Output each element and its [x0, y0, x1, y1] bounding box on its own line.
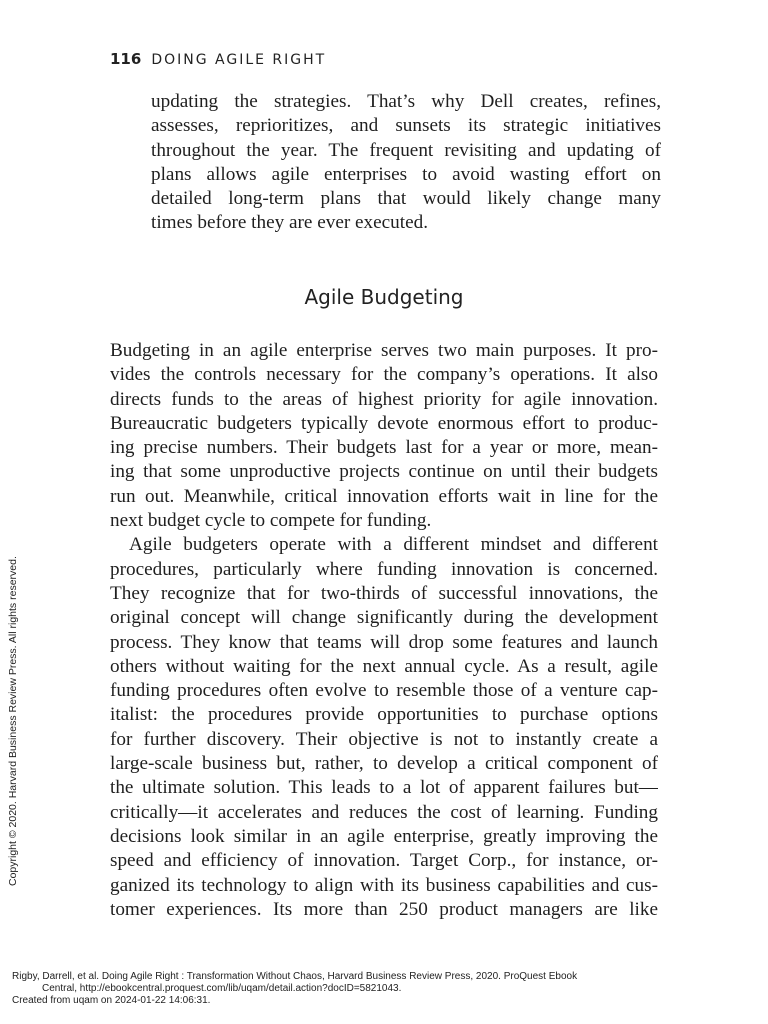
text-line: Agile budgeters operate with a different mindset and different: [129, 534, 658, 556]
running-header: [110, 50, 326, 68]
text-line: ganized its technology to align with its business capabilities and cus-: [110, 874, 658, 896]
citation-footer: [12, 971, 742, 1007]
text-line: for further discovery. Their objective is not to instantly create a: [110, 728, 658, 750]
text-line: Budgeting in an agile enterprise serves two main purposes. It pro-: [110, 340, 658, 361]
text-line: large-scale business but, rather, to develop a critical component of: [110, 753, 658, 775]
text-line: vides the controls necessary for the company’s operations. It also: [110, 364, 658, 386]
text-line: process. They know that teams will drop some features and launch: [110, 631, 658, 653]
text-line: others without waiting for the next annual cycle. As a result, agile: [110, 655, 658, 677]
text-line: times before they are ever executed.: [151, 212, 429, 234]
quoted-paragraph: [151, 90, 661, 236]
text-line: tomer experiences. Its more than 250 product managers are like: [110, 898, 658, 920]
text-line: They recognize that for two-thirds of successful innovations, the: [110, 582, 658, 604]
text-line: directs funds to the areas of highest priority for agile innovation.: [110, 388, 658, 410]
text-line: next budget cycle to compete for funding.: [110, 510, 432, 532]
text-line: decisions look similar in an agile enterprise, greatly improving the: [110, 825, 658, 847]
text-line: Bureaucratic budgeters typically devote enormous effort to produc-: [110, 412, 658, 434]
running-title: DOING AGILE RIGHT: [151, 52, 327, 68]
text-line: procedures, particularly where funding innovation is concerned.: [110, 558, 658, 580]
copyright-notice: Copyright © 2020. Harvard Business Review Press. All rights reserved.: [7, 556, 19, 886]
text-line: detailed long-term plans that would likely change many: [151, 188, 661, 210]
citation-line: Rigby, Darrell, et al. Doing Agile Right : Transformation Without Chaos, Harvard Business Review Press, 2020. ProQuest Ebook: [12, 971, 578, 982]
text-line: ing that some unproductive projects continue on until their budgets: [110, 461, 658, 483]
text-line: speed and efficiency of innovation. Target Corp., for instance, or-: [110, 850, 658, 872]
body-text: [110, 339, 658, 922]
text-line: critically—it accelerates and reduces the cost of learning. Funding: [110, 801, 658, 823]
text-line: plans allows agile enterprises to avoid wasting effort on: [151, 163, 661, 185]
citation-line: Created from uqam on 2024-01-22 14:06:31.: [12, 995, 211, 1006]
text-line: the ultimate solution. This leads to a lot of apparent failures but—: [110, 777, 658, 799]
text-line: original concept will change significantly during the development: [110, 607, 658, 629]
text-line: throughout the year. The frequent revisiting and updating of: [151, 139, 661, 161]
page-number: 116: [110, 50, 142, 68]
text-line: funding procedures often evolve to resemble those of a venture cap-: [110, 680, 658, 702]
text-line: run out. Meanwhile, critical innovation efforts wait in line for the: [110, 485, 658, 507]
citation-line: Central, http://ebookcentral.proquest.com/lib/uqam/detail.action?docID=5821043.: [42, 983, 402, 994]
text-line: assesses, reprioritizes, and sunsets its strategic initiatives: [151, 115, 661, 137]
text-line: italist: the procedures provide opportunities to purchase options: [110, 704, 658, 726]
section-heading: Agile Budgeting: [304, 285, 464, 309]
text-line: ing precise numbers. Their budgets last for a year or more, mean-: [110, 437, 658, 459]
text-line: updating the strategies. That’s why Dell creates, refines,: [151, 91, 661, 112]
